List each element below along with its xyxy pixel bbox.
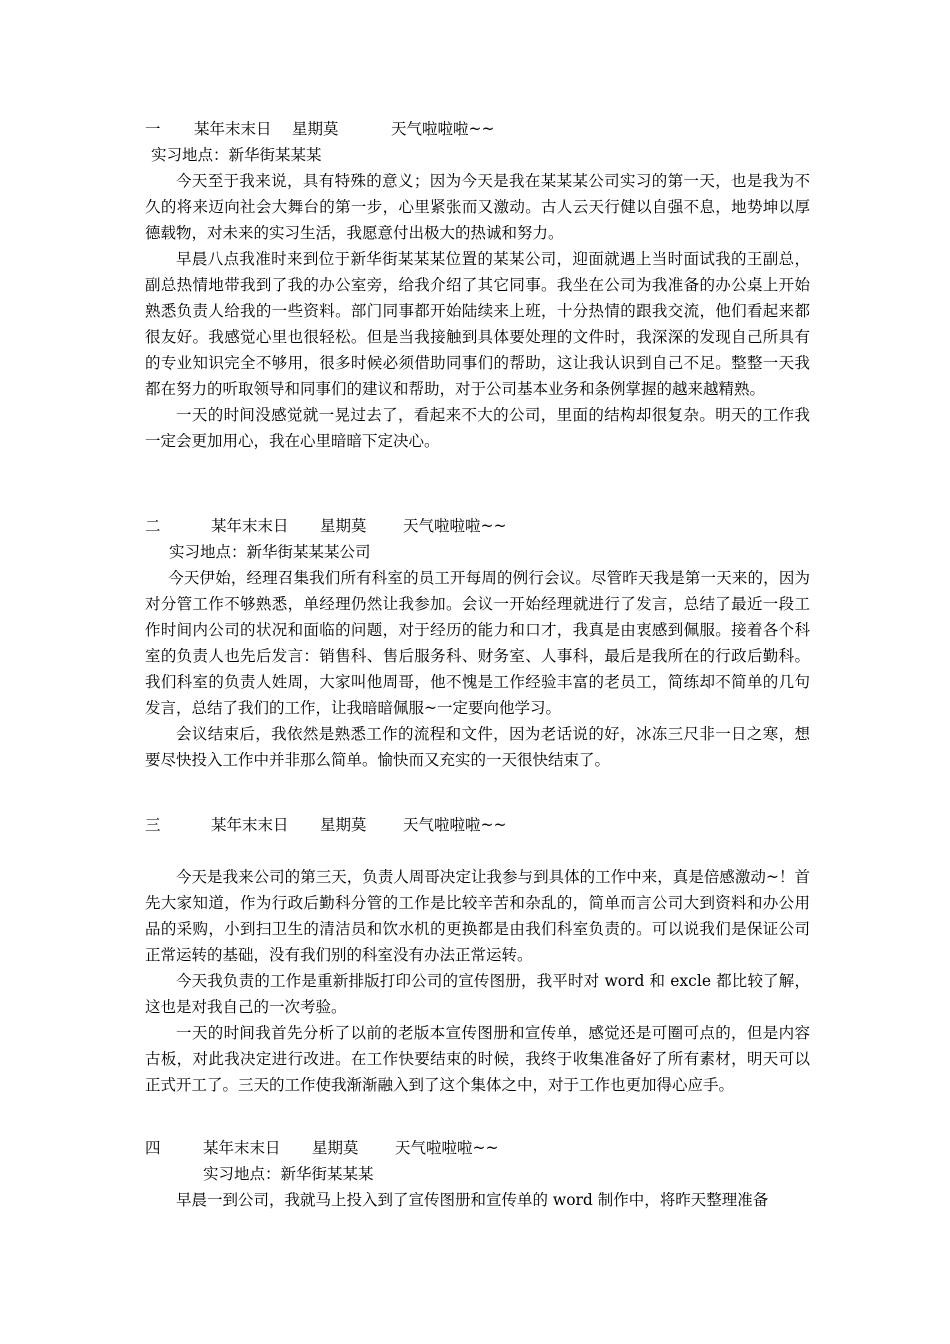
paragraph: 今天伊始，经理召集我们所有科室的员工开每周的例行会议。尽管昨天我是第一天来的，因为对分管工作不够熟悉，单经理仍然让我参加。会议一开始经理就进行了发言，总结了最近一段工作时间内公司的状况和面临的问题，对于经历的能力和口才，我真是由衷感到佩服。接着各个科室的负责人也先后发言：销售科、售后服务科、财务室、人事科，最后是我所在的行政后勤科。我们科室的负责人姓周，大家叫他周哥，他不愧是工作经验丰富的老员工，简练却不简单的几句发言，总结了我们的工作，让我暗暗佩服~一定要向他学习。: [145, 569, 810, 717]
entry-number: 三: [145, 816, 161, 834]
diary-entry-2: [145, 513, 810, 773]
paragraph: 今天至于我来说，具有特殊的意义；因为今天是我在某某某公司实习的第一天，也是我为不久的将来迈向社会大舞台的第一步，心里紧张而又激动。古人云天行健以自强不息，地势坤以厚德载物，对未来的实习生活，我愿意付出极大的热诚和努力。: [145, 172, 810, 242]
entry-location: 实习地点：新华街某某某: [203, 1165, 374, 1183]
entry-location: 实习地点：新华街某某某: [151, 146, 322, 164]
paragraph: 一天的时间没感觉就一晃过去了，看起来不大的公司，里面的结构却很复杂。明天的工作我一定会更加用心，我在心里暗暗下定决心。: [145, 406, 810, 450]
entry-location: 实习地点：新华街某某某公司: [169, 543, 371, 561]
paragraph: 早晨八点我准时来到位于新华街某某某位置的某某公司，迎面就遇上当时面试我的王副总，副总热情地带我到了我的办公室旁，给我介绍了其它同事。我坐在公司为我准备的办公桌上开始熟悉负责人给我的一些资料。部门同事都开始陆续来上班，十分热情的跟我交流，他们看起来都很友好。我感觉心里也很轻松。但是当我接触到具体要处理的文件时，我深深的发现自己所具有的专业知识完全不够用，很多时候必须借助同事们的帮助，这让我认识到自己不足。整整一天我都在努力的听取领导和同事们的建议和帮助，对于公司基本业务和条例掌握的越来越精熟。: [145, 250, 810, 398]
paragraph: 会议结束后，我依然是熟悉工作的流程和文件，因为老话说的好，冰冻三尺非一日之寒，想要尽快投入工作中并非那么简单。愉快而又充实的一天很快结束了。: [145, 725, 810, 769]
entry-date: 某年末末日: [211, 517, 289, 535]
paragraph: 今天我负责的工作是重新排版打印公司的宣传图册，我平时对 word 和 excle 都比较了解，这也是对我自己的一次考验。: [145, 972, 810, 1016]
entry-weekday: 星期莫: [320, 816, 367, 834]
entry-location: [145, 838, 810, 864]
entry-weekday: 星期莫: [320, 517, 367, 535]
entry-header: [145, 116, 810, 142]
paragraph: 今天是我来公司的第三天，负责人周哥决定让我参与到具体的工作中来，真是倍感激动~！首先大家知道，作为行政后勤科分管的工作是比较辛苦和杂乱的，简单而言公司大到资料和办公用品的采购，小到扫卫生的清洁员和饮水机的更换都是由我们科室负责的。可以说我们是保证公司正常运转的基础，没有我们别的科室没有办法正常运转。: [145, 868, 810, 964]
entry-date: 某年末末日: [203, 1139, 281, 1157]
entry-date: 某年末末日: [194, 120, 272, 138]
paragraph: 一天的时间我首先分析了以前的老版本宣传图册和宣传单，感觉还是可圈可点的，但是内容古板，对此我决定进行改进。在工作快要结束的时候，我终于收集准备好了所有素材，明天可以正式开工了。三天的工作使我渐渐融入到了这个集体之中，对于工作也更加得心应手。: [145, 1024, 810, 1094]
diary-entry-4: [145, 1135, 810, 1213]
entry-weekday: 星期莫: [312, 1139, 359, 1157]
paragraph: 早晨一到公司，我就马上投入到了宣传图册和宣传单的 word 制作中，将昨天整理准备: [176, 1191, 769, 1209]
entry-number: 二: [145, 517, 161, 535]
entry-weather: 天气啦啦啦~~: [403, 517, 507, 535]
entry-number: 一: [145, 120, 161, 138]
entry-weather: 天气啦啦啦~~: [403, 816, 507, 834]
entry-date: 某年末末日: [211, 816, 289, 834]
entry-weather: 天气啦啦啦~~: [395, 1139, 499, 1157]
entry-header: [145, 812, 810, 838]
entry-header: [145, 513, 810, 539]
entry-number: 四: [145, 1139, 161, 1157]
diary-entry-3: [145, 812, 810, 1098]
entry-weekday: 星期莫: [292, 120, 339, 138]
entry-header: [145, 1135, 810, 1161]
entry-weather: 天气啦啦啦~~: [391, 120, 495, 138]
diary-entry-1: [145, 116, 810, 454]
